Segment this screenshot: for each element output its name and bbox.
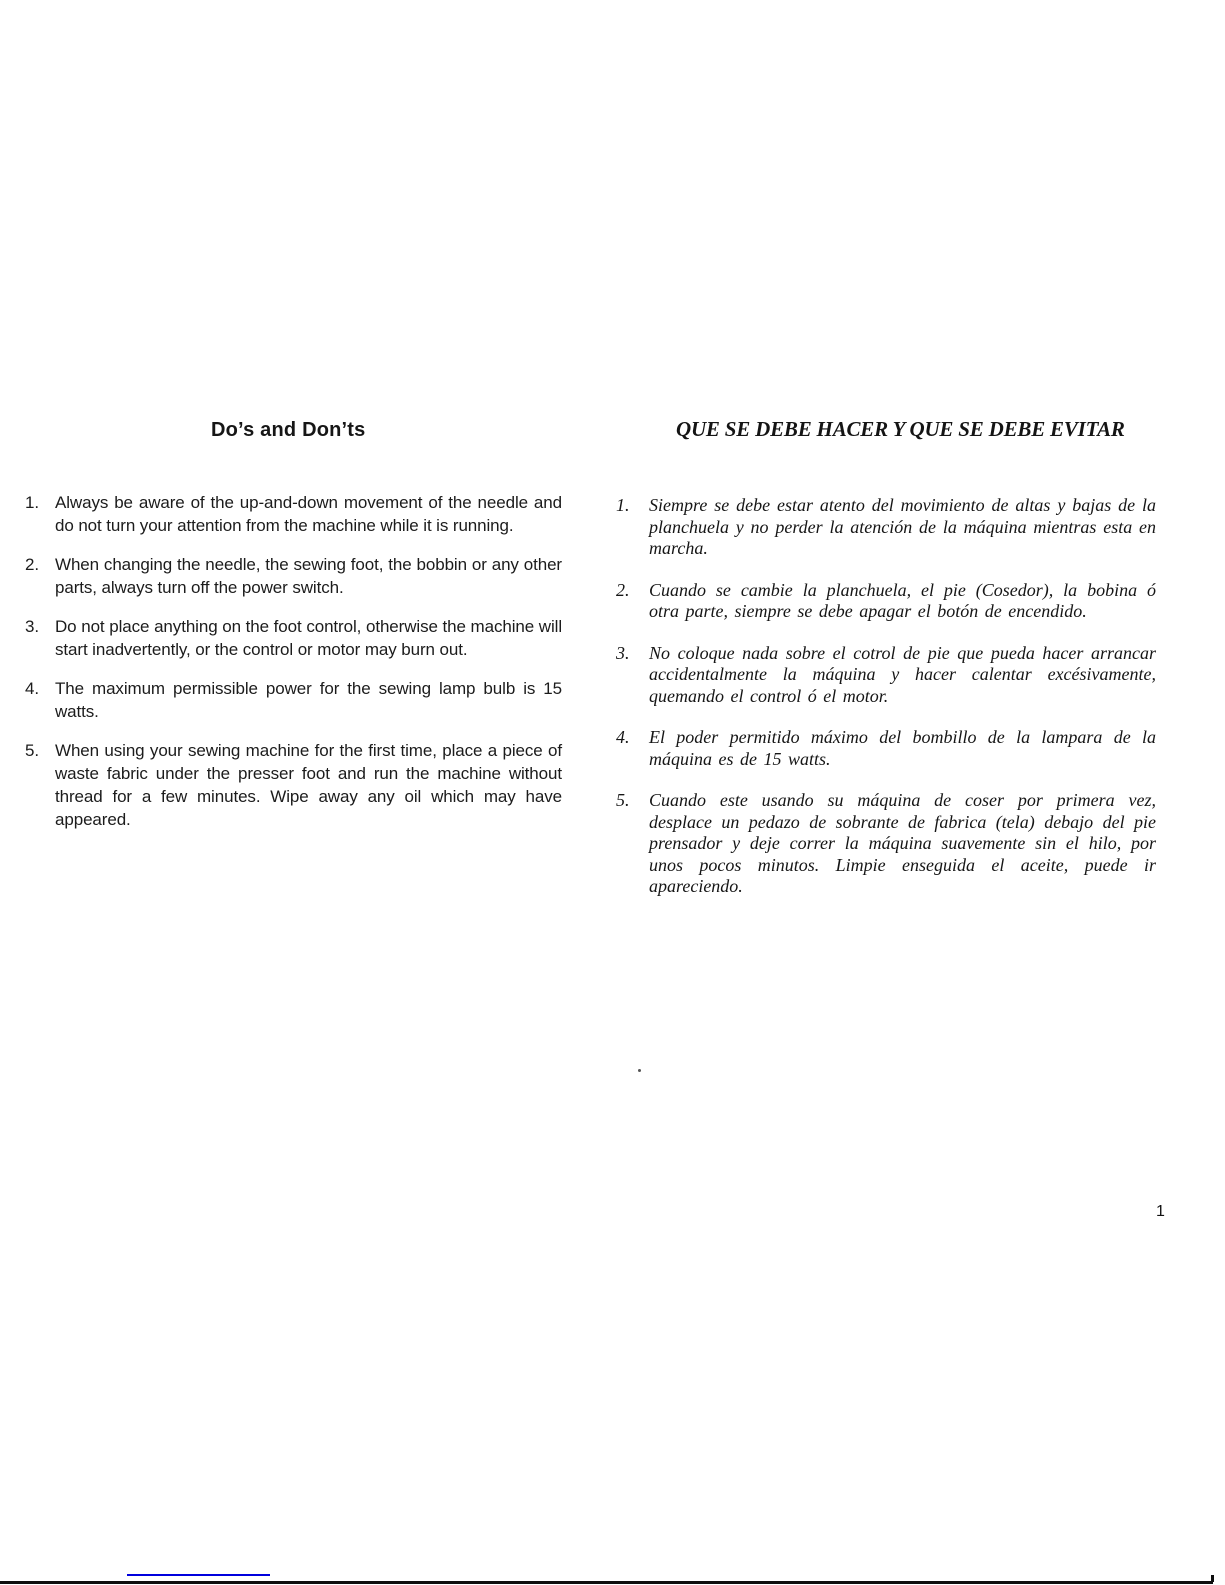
list-item [25,739,562,831]
item-number: 4. [25,679,39,698]
spanish-heading: QUE SE DEBE HACER Y QUE SE DEBE EVITAR [676,417,1125,441]
list-item [616,580,1156,623]
item-text: The maximum permissible power for the sewing lamp bulb is 15 watts. [55,679,562,721]
item-text: Cuando se cambie la planchuela, el pie (Cosedor), la bobina ó otra parte, siempre se debe apagar el botón de encendido. [649,579,1156,621]
list-item [25,677,562,723]
item-number: 3. [616,642,630,663]
list-item [25,491,562,537]
item-number: 3. [25,617,39,636]
ink-speck [638,1069,641,1072]
item-number: 2. [25,555,39,574]
item-number: 1. [616,495,630,515]
list-item [616,790,1156,898]
list-item [616,727,1156,770]
item-number: 5. [25,741,39,760]
item-text: Always be aware of the up-and-down movement of the needle and do not turn your attention from the machine while it is running. [55,493,562,535]
item-text: When using your sewing machine for the first time, place a piece of waste fabric under the presser foot and run the machine without thread for a few minutes. Wipe away any oil which may have appeared. [55,741,562,829]
item-number: 1. [25,493,39,512]
dos-and-donts-heading: Do’s and Don’ts [211,419,366,441]
blue-underline-mark [127,1574,270,1576]
item-text: When changing the needle, the sewing foot, the bobbin or any other parts, always turn off the power switch. [55,555,562,597]
item-text: El poder permitido máximo del bombillo de la lampara de la máquina es de 15 watts. [649,727,1156,769]
item-number: 4. [616,727,630,747]
page-number: 1 [1156,1203,1165,1220]
item-text: No coloque nada sobre el cotrol de pie que pueda hacer arrancar accidentalmente la máquina y hacer calentar excésivamente, quemando el control ó el motor. [649,642,1156,706]
list-item [616,643,1156,708]
list-item [25,615,562,661]
item-text: Cuando este usando su máquina de coser por primera vez, desplace un pedazo de sobrante de fabrica (tela) debajo del pie prensador y deje correr la máquina suavemente sin el hilo, por unos pocos minutos. Limpie enseguida el aceite, puede ir apareciendo. [649,790,1156,896]
english-column [25,491,562,831]
item-number: 5. [616,790,630,810]
list-item [616,495,1156,560]
item-text: Do not place anything on the foot control, otherwise the machine will start inadvertently, or the control or motor may burn out. [55,617,562,659]
list-item [25,553,562,599]
bottom-scan-rule [0,1581,1213,1584]
item-number: 2. [616,579,630,600]
bottom-scan-rule-nub [1211,1575,1214,1582]
item-text: Siempre se debe estar atento del movimiento de altas y bajas de la planchuela y no perder la atención de la máquina mientras esta en marcha. [649,495,1156,558]
spanish-column [616,495,1156,898]
